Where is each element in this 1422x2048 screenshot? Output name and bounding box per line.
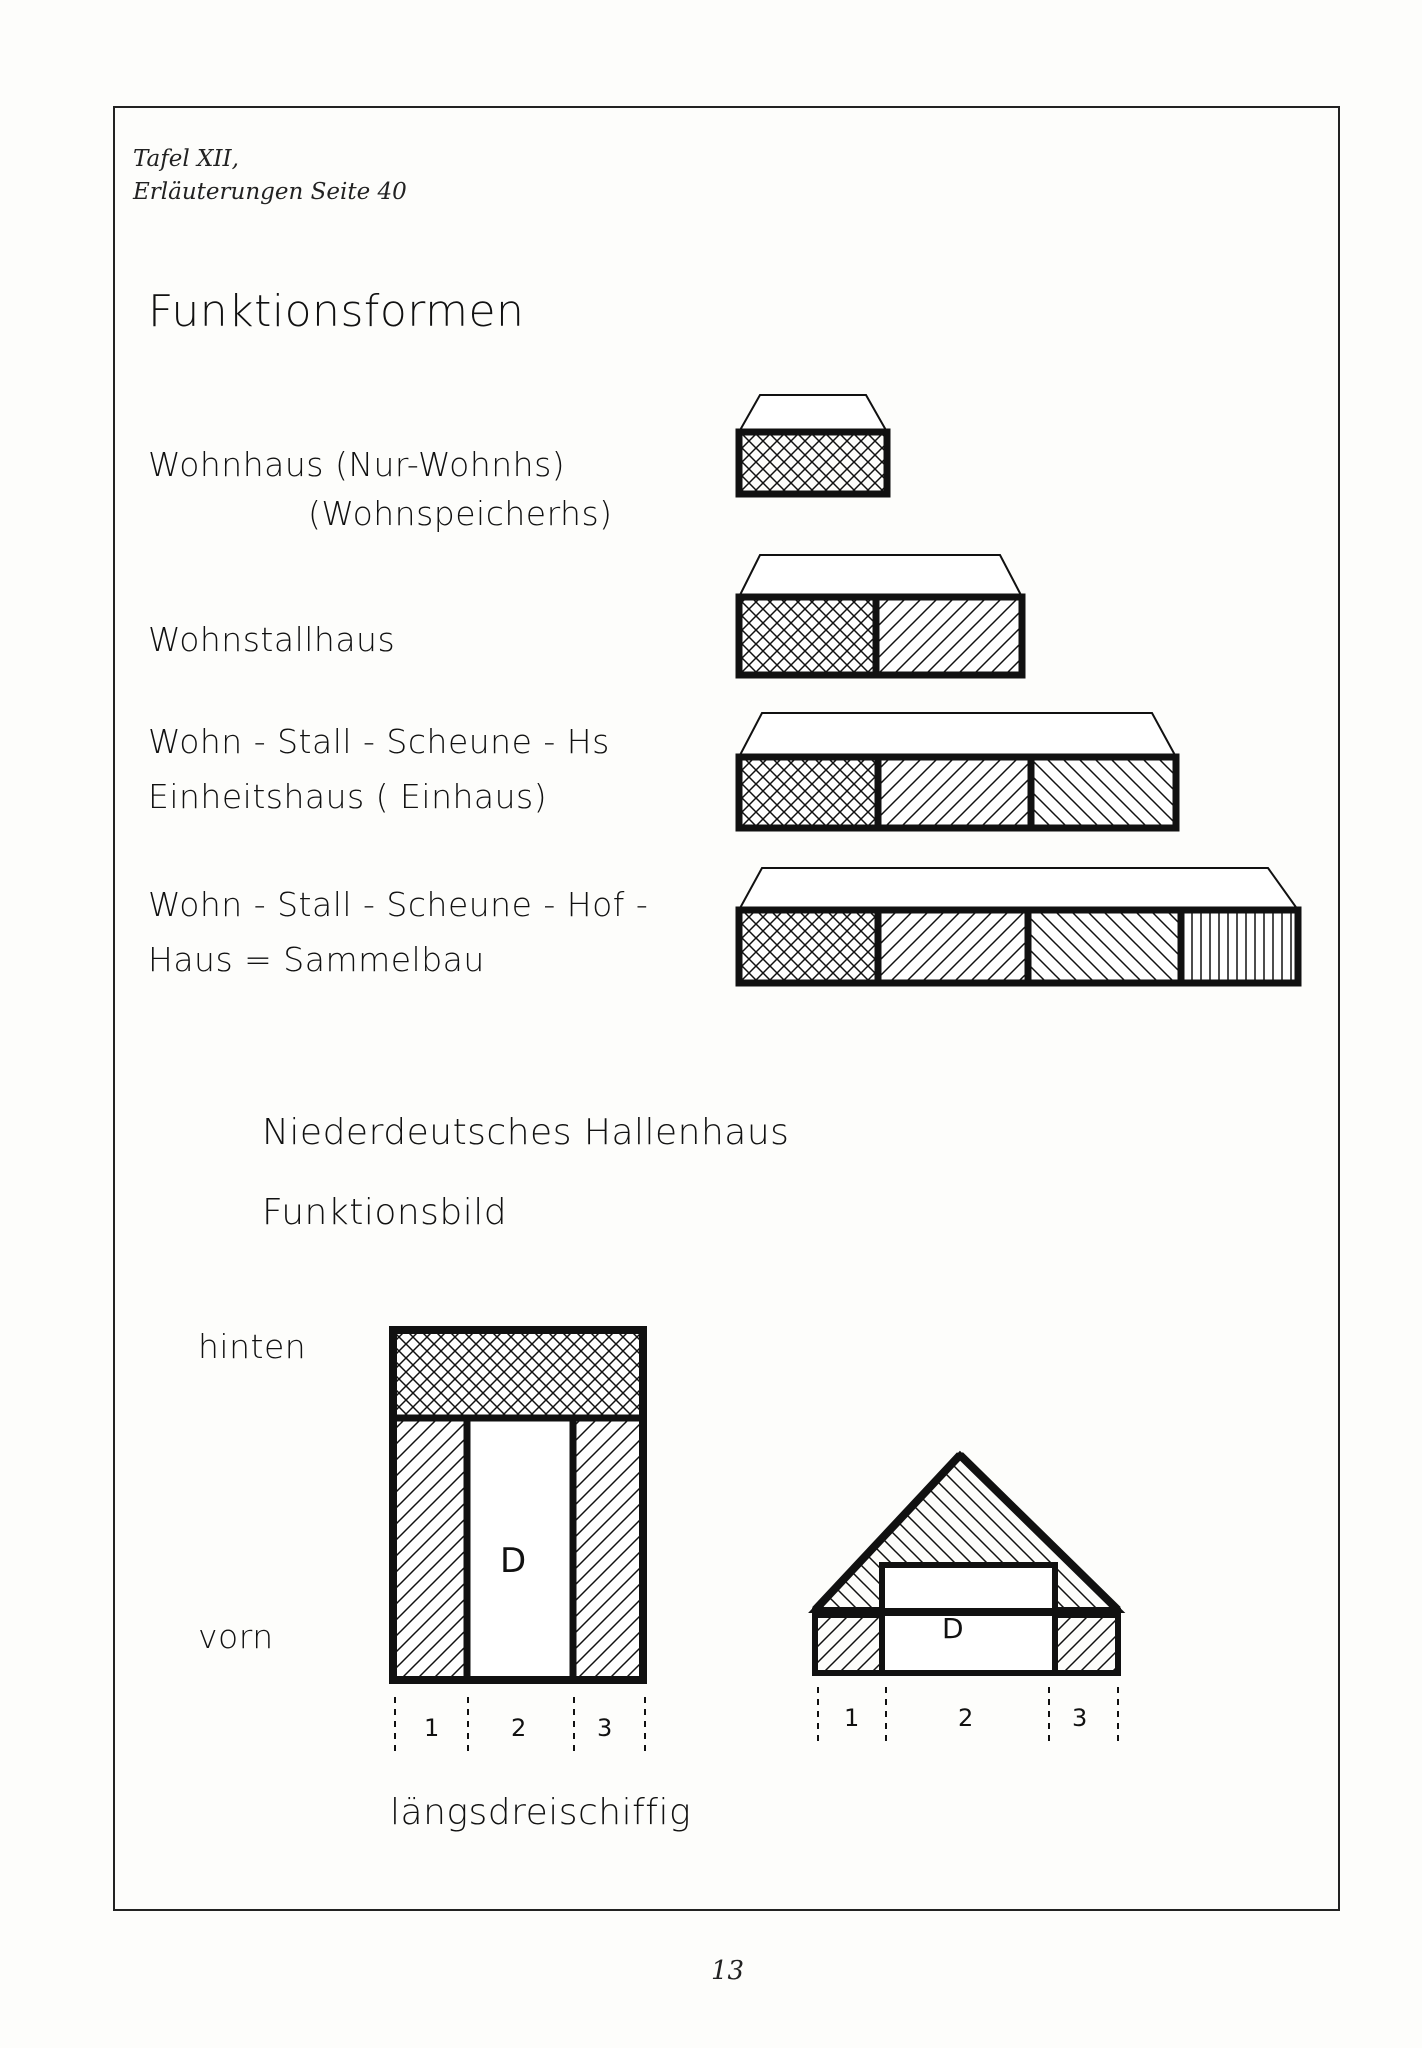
row4-line1: Wohn - Stall - Scheune - Hof - bbox=[148, 885, 649, 924]
plan-aisle-2: 2 bbox=[511, 1714, 527, 1742]
house-wohnhaus bbox=[739, 395, 887, 494]
header-line1: Tafel XII, bbox=[133, 146, 239, 172]
page-number: 13 bbox=[711, 1956, 745, 1986]
plan-center-label: D bbox=[500, 1541, 527, 1581]
row4-line2: Haus = Sammelbau bbox=[148, 940, 485, 979]
row1-line1: Wohnhaus (Nur-Wohnhs) bbox=[148, 445, 566, 484]
house-wohnstallhaus bbox=[739, 555, 1022, 675]
section-center-label: D bbox=[942, 1612, 964, 1645]
house-sammelbau bbox=[739, 868, 1298, 983]
plan-aisle-3: 3 bbox=[597, 1714, 613, 1742]
caption-laengsdreischiffig: längsdreischiffig bbox=[390, 1792, 692, 1833]
row2-line1: Wohnstallhaus bbox=[148, 620, 396, 659]
hallenhaus-cross-section bbox=[812, 1455, 1121, 1742]
plan-aisle-1: 1 bbox=[424, 1714, 440, 1742]
header-line2: Erläuterungen Seite 40 bbox=[133, 179, 407, 205]
section-aisle-3: 3 bbox=[1072, 1704, 1088, 1732]
section-aisle-1: 1 bbox=[844, 1704, 860, 1732]
section-aisle-2: 2 bbox=[958, 1704, 974, 1732]
label-hinten: hinten bbox=[198, 1327, 307, 1366]
label-vorn: vorn bbox=[198, 1617, 274, 1656]
house-einheitshaus bbox=[739, 713, 1176, 828]
section2-title: Niederdeutsches Hallenhaus bbox=[262, 1112, 790, 1153]
row3-line1: Wohn - Stall - Scheune - Hs bbox=[148, 722, 610, 761]
section-title: Funktionsformen bbox=[148, 286, 525, 337]
row3-line2: Einheitshaus ( Einhaus) bbox=[148, 777, 548, 816]
section2-subtitle: Funktionsbild bbox=[262, 1192, 508, 1233]
row1-line2: (Wohnspeicherhs) bbox=[308, 494, 613, 533]
